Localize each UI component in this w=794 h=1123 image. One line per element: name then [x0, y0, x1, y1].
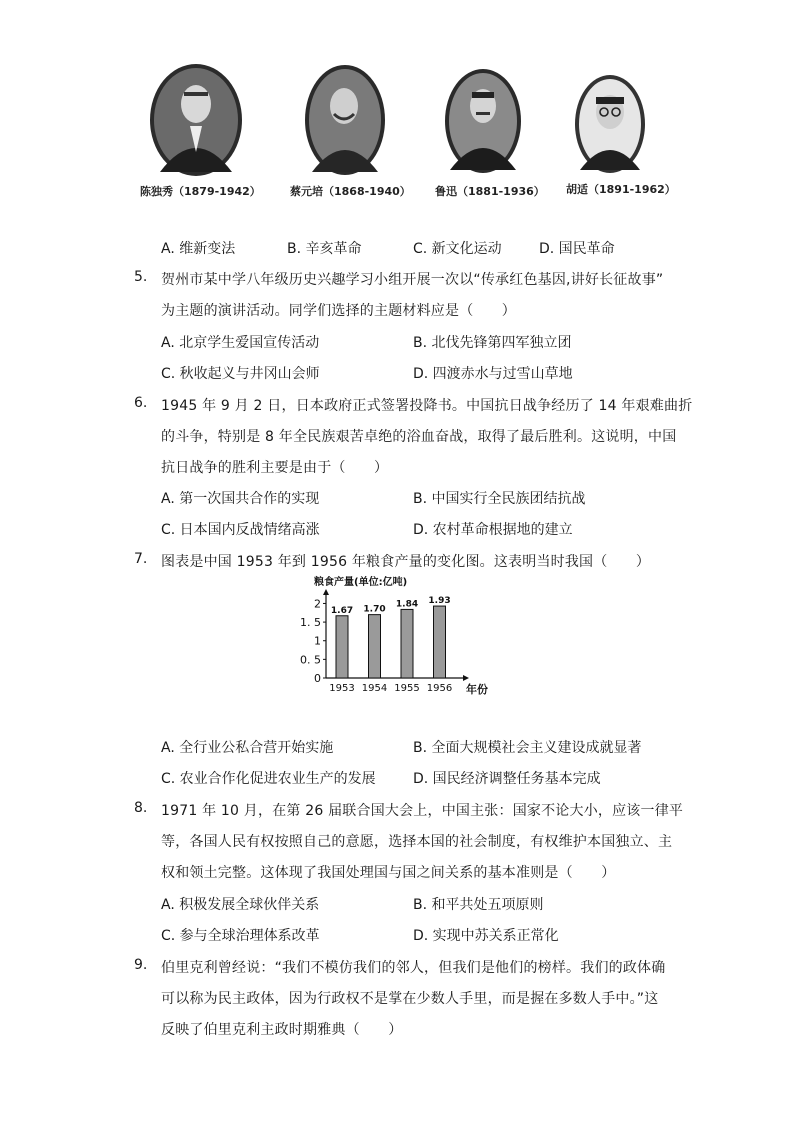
q8-stem-line-1: 1971 年 10 月，在第 26 届联合国大会上，中国主张：国家不论大小，应该一律平	[161, 803, 684, 819]
chart-y-tick-label: 0	[314, 672, 321, 685]
chart-y-tick-label: 1	[314, 634, 321, 648]
chart-data-label: 1.93	[428, 596, 451, 607]
portrait-chen-duxiu-icon	[148, 62, 244, 178]
portrait-1-caption: 陈独秀（1879-1942）	[140, 185, 261, 198]
chart-bar	[434, 606, 446, 678]
q8-stem-line-3: 权和领土完整。这体现了我国处理国与国之间关系的基本准则是（ ）	[161, 865, 616, 881]
q7-option-c[interactable]: C. 农业合作化促进农业生产的发展	[161, 771, 376, 787]
q8-option-a[interactable]: A. 积极发展全球伙伴关系	[161, 897, 320, 913]
q5-option-b[interactable]: B. 北伐先锋第四军独立团	[413, 335, 572, 351]
q9-stem-line-2: 可以称为民主政体，因为行政权不是掌在少数人手里，而是握在多数人手中。”这	[161, 991, 659, 1007]
chart-data-label: 1.70	[363, 604, 386, 615]
chart-title: 粮食产量(单位:亿吨)	[314, 577, 408, 588]
chart-x-axis-label: 年份	[466, 683, 488, 696]
portrait-3-caption: 鲁迅（1881-1936）	[435, 185, 545, 198]
q9-stem-line-3: 反映了伯里克利主政时期雅典（ ）	[161, 1022, 403, 1038]
chart-x-tick-label: 1955	[394, 683, 420, 694]
q6-stem-line-1: 1945 年 9 月 2 日，日本政府正式签署投降书。中国抗日战争经历了 14 年艰难曲折	[161, 398, 693, 414]
q5-stem-line-2: 为主题的演讲活动。同学们选择的主题材料应是（ ）	[161, 303, 516, 319]
q9-stem-line-1: 伯里克利曾经说：“我们不模仿我们的邻人，但我们是他们的榜样。我们的政体确	[161, 960, 666, 976]
chart-bar	[336, 616, 348, 678]
portrait-4-caption: 胡适（1891-1962）	[566, 183, 676, 196]
portrait-lu-xun-icon	[444, 68, 522, 174]
chart-y-tick-label: 1. 5	[300, 616, 321, 630]
q6-option-d[interactable]: D. 农村革命根据地的建立	[413, 522, 573, 538]
chart-bar	[369, 615, 381, 678]
q9-number: 9.	[134, 957, 148, 973]
portrait-1	[148, 62, 244, 182]
chart-x-tick-label: 1954	[361, 683, 388, 694]
q6-stem-line-3: 抗日战争的胜利主要是由于（ ）	[161, 460, 389, 476]
chart-x-tick-label: 1956	[426, 683, 453, 694]
portrait-4	[574, 74, 646, 178]
chart-bar	[401, 609, 413, 678]
chart-y-tick-label: 0. 5	[300, 653, 321, 667]
q6-option-c[interactable]: C. 日本国内反战情绪高涨	[161, 522, 320, 538]
q8-option-b[interactable]: B. 和平共处五项原则	[413, 897, 544, 913]
q8-stem-line-2: 等，各国人民有权按照自己的意愿，选择本国的社会制度，有权维护本国独立、主	[161, 834, 673, 850]
chart-data-label: 1.67	[330, 605, 354, 616]
portrait-2	[304, 64, 386, 180]
q5-option-d[interactable]: D. 四渡赤水与过雪山草地	[413, 366, 573, 382]
portrait-3	[444, 68, 522, 178]
portrait-hu-shi-icon	[574, 74, 646, 174]
q5-stem-line-1: 贺州市某中学八年级历史兴趣学习小组开展一次以“传承红色基因,讲好长征故事”	[161, 272, 664, 288]
chart-data-label: 1.84	[395, 599, 419, 610]
q8-number: 8.	[134, 800, 148, 816]
q4-option-b[interactable]: B. 辛亥革命	[287, 241, 362, 257]
q6-stem-line-2: 的斗争，特别是 8 年全民族艰苦卓绝的浴血奋战，取得了最后胜利。这说明，中国	[161, 429, 677, 445]
q6-number: 6.	[134, 395, 148, 411]
q6-option-a[interactable]: A. 第一次国共合作的实现	[161, 491, 320, 507]
portrait-2-caption: 蔡元培（1868-1940）	[290, 185, 411, 198]
chart-y-tick-label: 2	[314, 597, 321, 611]
q5-option-c[interactable]: C. 秋收起义与井冈山会师	[161, 366, 320, 382]
q4-option-d[interactable]: D. 国民革命	[539, 241, 615, 257]
chart-x-axis-arrow	[463, 675, 469, 681]
q7-number: 7.	[134, 551, 148, 567]
q8-option-d[interactable]: D. 实现中苏关系正常化	[413, 928, 559, 944]
chart-x-tick-label: 1953	[329, 683, 355, 694]
q4-option-a[interactable]: A. 维新变法	[161, 241, 236, 257]
q6-option-b[interactable]: B. 中国实行全民族团结抗战	[413, 491, 586, 507]
grain-output-chart	[296, 574, 506, 704]
q4-option-c[interactable]: C. 新文化运动	[413, 241, 502, 257]
portrait-cai-yuanpei-icon	[304, 64, 386, 176]
q8-option-c[interactable]: C. 参与全球治理体系改革	[161, 928, 320, 944]
q7-stem-line-1: 图表是中国 1953 年到 1956 年粮食产量的变化图。这表明当时我国（ ）	[161, 554, 651, 570]
q7-option-a[interactable]: A. 全行业公私合营开始实施	[161, 740, 334, 756]
q7-option-d[interactable]: D. 国民经济调整任务基本完成	[413, 771, 601, 787]
q5-number: 5.	[134, 269, 148, 285]
chart-y-axis-arrow	[323, 589, 329, 595]
q7-option-b[interactable]: B. 全面大规模社会主义建设成就显著	[413, 740, 642, 756]
q5-option-a[interactable]: A. 北京学生爱国宣传活动	[161, 335, 320, 351]
